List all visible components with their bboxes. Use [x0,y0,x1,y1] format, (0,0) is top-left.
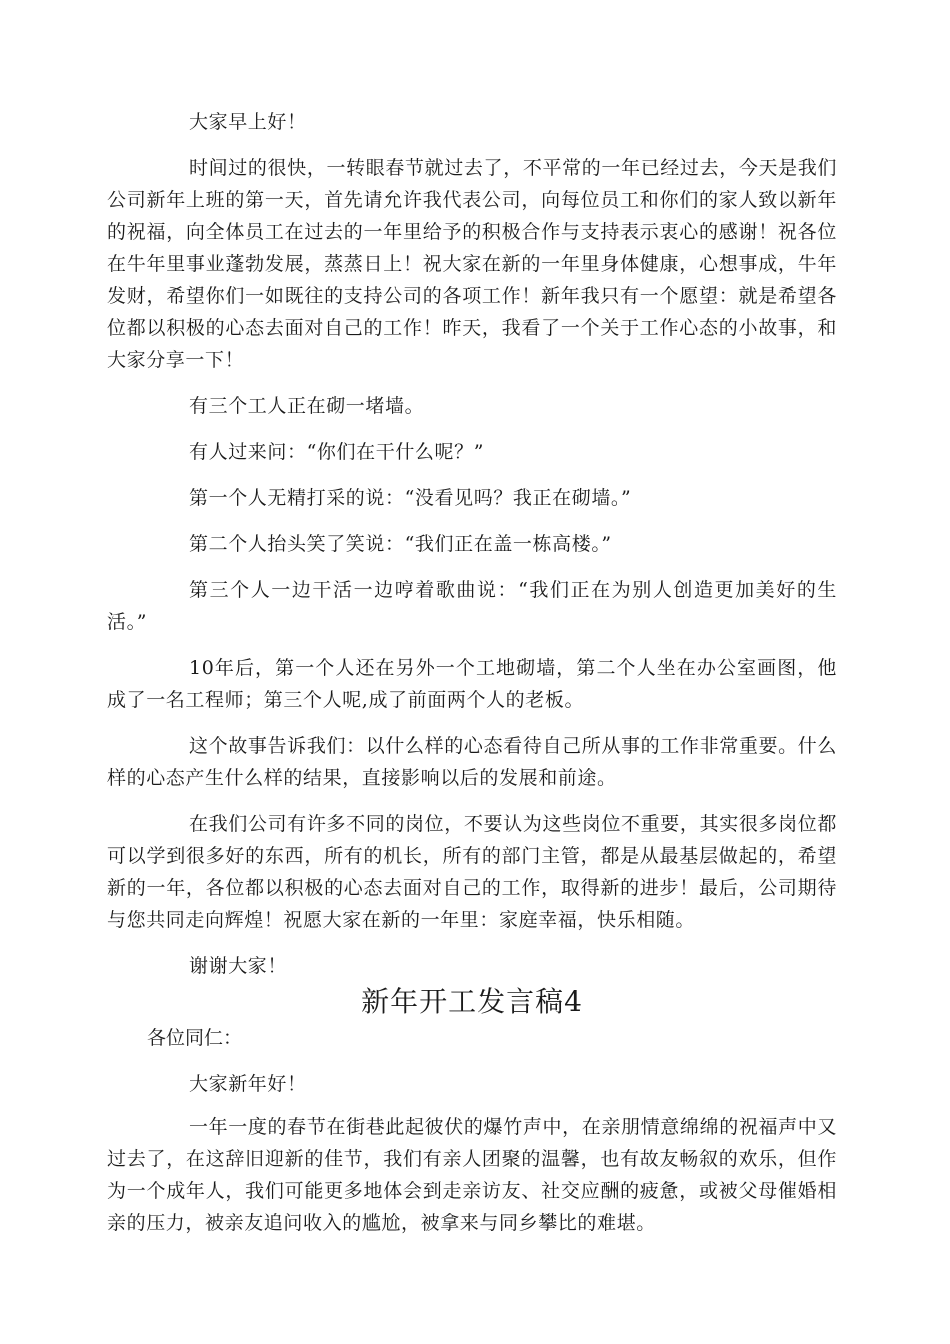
intro-paragraph: 时间过的很快，一转眼春节就过去了，不平常的一年已经过去，今天是我们公司新年上班的第一天，首先请允许我代表公司，向每位员工和你们的家人致以新年的祝福，向全体员工在过去的一年里给予的积极合作与支持表示衷心的感谢！祝各位在牛年里事业蓬勃发展，蒸蒸日上！祝大家在新的一年里身体健康，心想事成，牛年发财，希望你们一如既往的支持公司的各项工作！新年我只有一个愿望：就是希望各位都以积极的心态去面对自己的工作！昨天，我看了一个关于工作心态的小故事，和大家分享一下！ [107,157,837,371]
closing-paragraph: 在我们公司有许多不同的岗位，不要认为这些岗位不重要，其实很多岗位都可以学到很多好的东西，所有的机长，所有的部门主管，都是从最基层做起的，希望新的一年，各位都以积极的心态去面对自己的工作，取得新的进步！最后，公司期待与您共同走向辉煌！祝愿大家在新的一年里：家庭幸福，快乐相随。 [107,813,837,931]
salutation: 各位同仁： [147,1027,243,1049]
document-page [107,106,837,1239]
thanks-line: 谢谢大家！ [189,955,288,977]
body-paragraph-1: 一年一度的春节在街巷此起彼伏的爆竹声中，在亲朋情意绵绵的祝福声中又过去了，在这辞旧迎新的佳节，我们有亲人团聚的温馨，也有故友畅叙的欢乐，但作为一个成年人，我们可能更多地体会到走亲访友、社交应酬的疲惫，或被父母催婚相亲的压力，被亲友追问收入的尴尬，被拿来与同乡攀比的难堪。 [107,1116,837,1234]
story-line-6: 10年后，第一个人还在另外一个工地砌墙，第二个人坐在办公室画图，他成了一名工程师；第三个人呢,成了前面两个人的老板。 [107,657,837,711]
story-line-2: 有人过来问：“你们在干什么呢？” [189,441,485,463]
section-title: 新年开工发言稿4 [361,985,583,1018]
greeting-new-year: 大家新年好！ [189,1073,307,1095]
story-line-1: 有三个工人正在砌一堵墙。 [189,395,425,417]
story-line-3: 第一个人无精打采的说：“没看见吗？我正在砌墙。” [189,487,632,509]
story-line-5: 第三个人一边干活一边哼着歌曲说：“我们正在为别人创造更加美好的生活。” [107,579,837,633]
greeting-morning: 大家早上好！ [189,111,307,133]
moral-paragraph: 这个故事告诉我们：以什么样的心态看待自己所从事的工作非常重要。什么样的心态产生什么样的结果，直接影响以后的发展和前途。 [107,735,837,789]
story-line-4: 第二个人抬头笑了笑说：“我们正在盖一栋高楼。” [189,533,612,555]
